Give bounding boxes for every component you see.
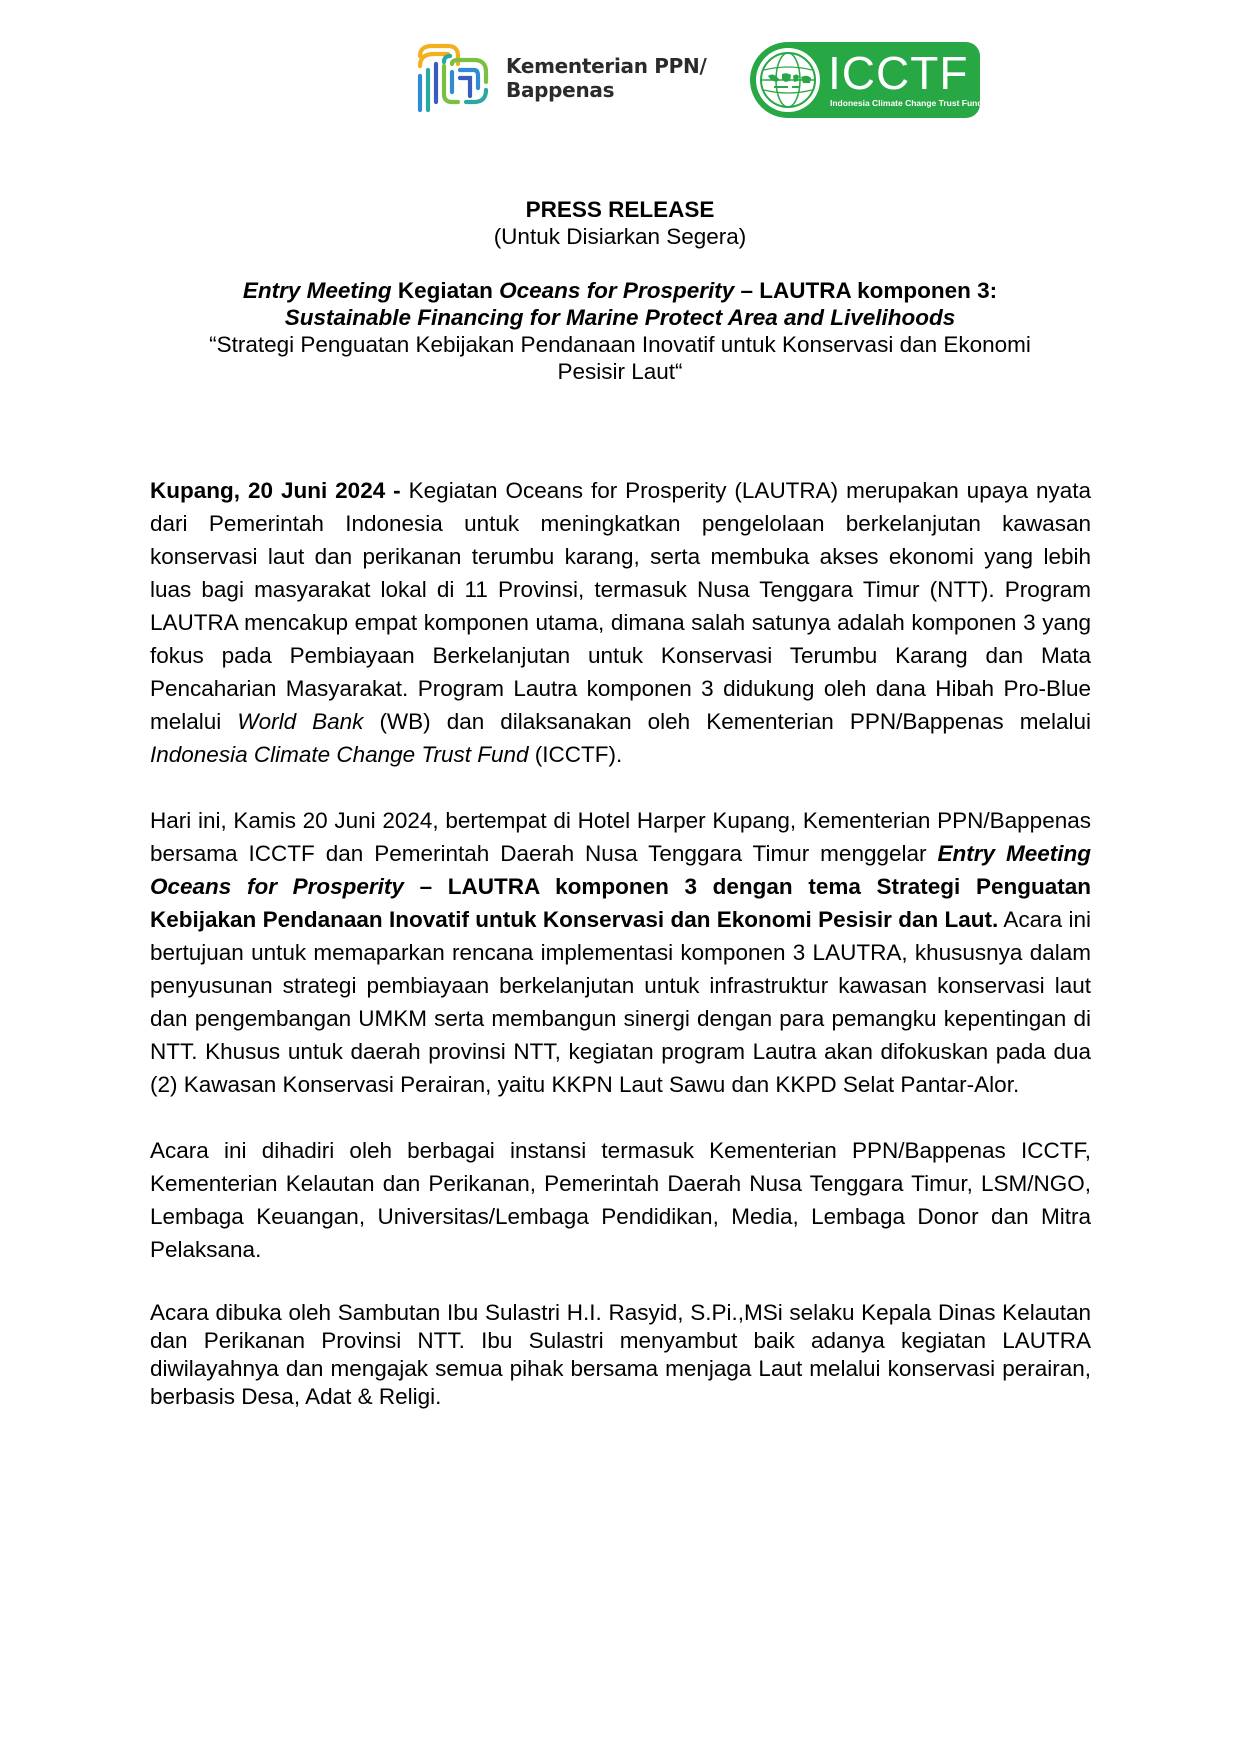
paragraph-2: [150, 804, 1091, 1101]
press-release-subtitle: (Untuk Disiarkan Segera): [493, 224, 747, 249]
event-title-lautra: – LAUTRA komponen 3:: [734, 278, 998, 303]
bappenas-wordmark: [506, 54, 706, 102]
icctf-logo: [750, 42, 983, 118]
icctf-wordmark: ICCTF: [828, 47, 969, 99]
paragraph-1-text-b: (WB) dan dilaksanakan oleh Kementerian PPN/Bappenas melalui: [363, 709, 1092, 734]
event-title-kegiatan: Kegiatan: [391, 278, 500, 303]
icctf-tagline: Indonesia Climate Change Trust Fund: [830, 98, 983, 108]
paragraph-2-text-b: Acara ini bertujuan untuk memaparkan rencana implementasi komponen 3 LAUTRA, khususnya dalam penyusunan strategi pembiayaan berkelanjutan untuk infrastruktur kawasan konservasi laut dan pengembangan UMKM serta membangun sinergi dengan para pemangku kepentingan di NTT. Khusus untuk daerah provinsi NTT, kegiatan program Lautra akan difokuskan pada dua (2) Kawasan Konservasi Perairan, yaitu KKPN Laut Sawu dan KKPD Selat Pantar-Alor.: [150, 907, 1091, 1097]
bappenas-logo: [414, 42, 706, 114]
paragraph-2-event-theme: – LAUTRA komponen 3 dengan tema Strategi Penguatan Kebijakan Pendanaan Inovatif untuk Konservasi dan Ekonomi Pesisir dan Laut.: [150, 874, 1091, 932]
globe-icon: [754, 46, 822, 114]
bappenas-emblem-icon: [414, 42, 492, 114]
press-release-body: [150, 474, 1091, 1444]
bappenas-line1: Kementerian PPN/: [506, 54, 707, 78]
paragraph-2-event-name: Entry Meeting Oceans for Prosperity: [150, 841, 1091, 899]
world-bank-term: World Bank: [237, 709, 364, 734]
event-title-entry-meeting: Entry Meeting: [242, 278, 392, 303]
bappenas-line2: Bappenas: [506, 78, 615, 102]
event-theme-quote-line2: Pesisir Laut“: [557, 359, 683, 384]
paragraph-4: Acara dibuka oleh Sambutan Ibu Sulastri H.I. Rasyid, S.Pi.,MSi selaku Kepala Dinas Kelautan dan Perikanan Provinsi NTT. Ibu Sulastri menyambut baik adanya kegiatan LAUTRA diwilayahnya dan mengajak semua pihak bersama menjaga Laut melalui konservasi perairan, berbasis Desa, Adat & Religi.: [150, 1300, 1091, 1409]
press-release-title: PRESS RELEASE: [525, 197, 715, 222]
dateline: Kupang, 20 Juni 2024 -: [150, 478, 401, 503]
event-title-oceans: Oceans for Prosperity: [499, 278, 735, 303]
event-title-line2: Sustainable Financing for Marine Protect Area and Livelihoods: [284, 305, 956, 330]
paragraph-3: Acara ini dihadiri oleh berbagai instansi termasuk Kementerian PPN/Bappenas ICCTF, Kementerian Kelautan dan Perikanan, Pemerintah Daerah Nusa Tenggara Timur, LSM/NGO, Lembaga Keuangan, Universitas/Lembaga Pendidikan, Media, Lembaga Donor dan Mitra Pelaksana.: [150, 1138, 1091, 1262]
paragraph-1-text-c: (ICCTF).: [528, 742, 623, 767]
paragraph-2-text-a: Hari ini, Kamis 20 Juni 2024, bertempat di Hotel Harper Kupang, Kementerian PPN/Bappenas bersama ICCTF dan Pemerintah Daerah Nusa Tenggara Timur menggelar: [150, 808, 1091, 866]
paragraph-1-text-a: Kegiatan Oceans for Prosperity (LAUTRA) merupakan upaya nyata dari Pemerintah Indonesia untuk meningkatkan pengelolaan berkelanjutan kawasan konservasi laut dan perikanan terumbu karang, serta membuka akses ekonomi yang lebih luas bagi masyarakat lokal di 11 Provinsi, termasuk Nusa Tenggara Timur (NTT). Program LAUTRA mencakup empat komponen utama, dimana salah satunya adalah komponen 3 yang fokus pada Pembiayaan Berkelanjutan untuk Konservasi Terumbu Karang dan Mata Pencaharian Masyarakat. Program Lautra komponen 3 didukung oleh dana Hibah Pro-Blue melalui: [150, 478, 1091, 734]
event-theme-quote-line1: “Strategi Penguatan Kebijakan Pendanaan Inovatif untuk Konservasi dan Ekonomi: [209, 332, 1031, 357]
event-title-line1: [150, 277, 1090, 304]
paragraph-1: [150, 474, 1091, 771]
icctf-term: Indonesia Climate Change Trust Fund: [150, 742, 529, 767]
press-release-heading: [150, 196, 1090, 385]
